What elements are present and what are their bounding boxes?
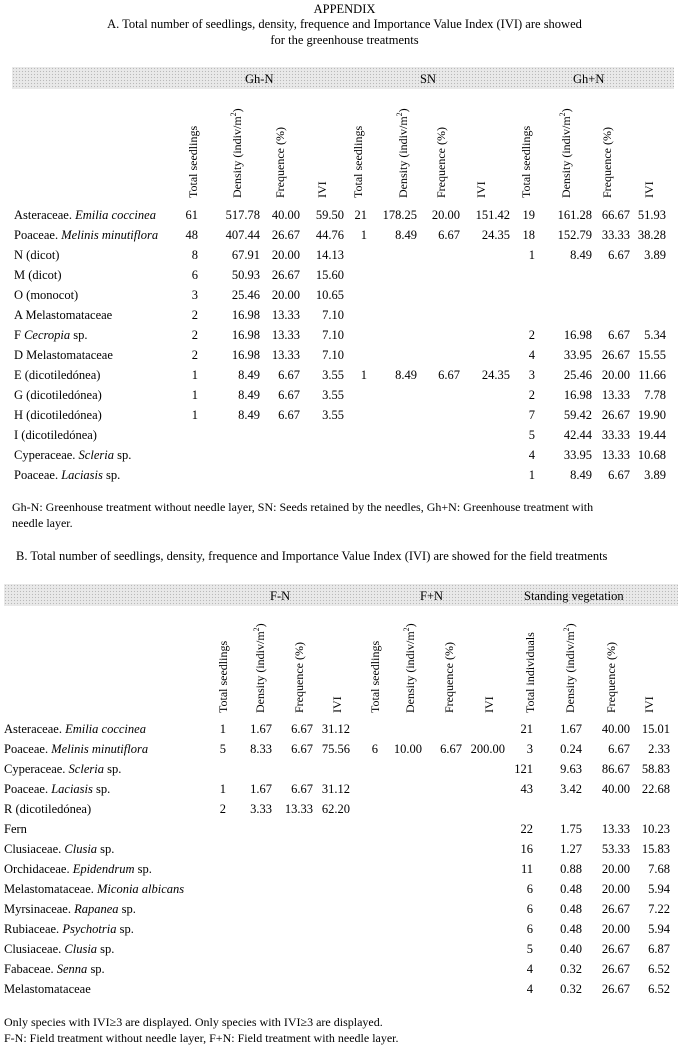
section-a-col-header: Frequence (%) bbox=[273, 127, 287, 198]
section-a-cell: 152.79 bbox=[557, 228, 592, 242]
section-a-cell: 178.25 bbox=[382, 208, 417, 222]
section-a-cell: 24.35 bbox=[481, 368, 510, 382]
species-suffix: sp. bbox=[96, 782, 111, 796]
section-a-cell: 6.67 bbox=[278, 408, 300, 422]
family-name: Melastomataceae bbox=[4, 982, 91, 996]
section-a-caption-line2: for the greenhouse treatments bbox=[270, 33, 419, 47]
section-a-cell: 18 bbox=[522, 228, 535, 242]
section-a-cell: 1 bbox=[528, 248, 535, 262]
section-b-cell: 11 bbox=[520, 862, 533, 876]
section-a-cell: 8.49 bbox=[395, 368, 417, 382]
section-a-cell: 20.00 bbox=[271, 288, 300, 302]
species-name: Clusia bbox=[64, 942, 98, 956]
section-b-cell: 0.48 bbox=[560, 902, 582, 916]
group-header-ghpn: Gh+N bbox=[573, 72, 605, 86]
section-b-cell: 3 bbox=[526, 742, 533, 756]
section-b-row-label bbox=[4, 902, 136, 917]
family-name: A Melastomataceae bbox=[14, 308, 113, 322]
section-b-footnote: Only species with IVI≥3 are displayed. Only species with IVI≥3 are displayed. bbox=[4, 1015, 383, 1029]
section-b-col-header: Density $(indiv/m^2)$ bbox=[562, 623, 577, 713]
section-a-cell: 2 bbox=[191, 328, 198, 342]
section-a-cell: 26.67 bbox=[271, 268, 300, 282]
section-a-cell: 161.28 bbox=[557, 208, 592, 222]
section-a-cell: 16.98 bbox=[231, 308, 260, 322]
section-a-cell: 50.93 bbox=[231, 268, 260, 282]
section-b-cell: 3.42 bbox=[560, 782, 582, 796]
section-a-cell: 16.98 bbox=[231, 348, 260, 362]
section-b-cell: 15.01 bbox=[641, 722, 670, 736]
section-a-cell: 40.00 bbox=[271, 208, 300, 222]
section-b-cell: 1 bbox=[219, 782, 226, 796]
section-b-cell: 86.67 bbox=[601, 762, 630, 776]
section-a-cell: 11.66 bbox=[638, 368, 666, 382]
section-a-cell: 26.67 bbox=[271, 228, 300, 242]
section-b-cell: 121 bbox=[514, 762, 533, 776]
section-b-cell: 6.87 bbox=[648, 942, 670, 956]
section-b-cell: 40.00 bbox=[601, 722, 630, 736]
section-a-row-label bbox=[14, 228, 158, 243]
family-name: R (dicotiledónea) bbox=[4, 802, 92, 816]
section-b-cell: 31.12 bbox=[321, 722, 350, 736]
section-a-cell: 3.55 bbox=[322, 408, 344, 422]
section-b-cell: 26.67 bbox=[601, 902, 630, 916]
section-b-cell: 5.94 bbox=[648, 922, 670, 936]
section-a-col-header: IVI bbox=[315, 181, 329, 198]
section-b-cell: 6 bbox=[371, 742, 378, 756]
section-b-col-header: IVI bbox=[642, 696, 656, 713]
section-b-cell: 26.67 bbox=[601, 962, 630, 976]
family-name: Fabaceae. bbox=[4, 962, 54, 976]
section-b-cell: 6 bbox=[526, 882, 533, 896]
section-b-col-header: IVI bbox=[330, 696, 344, 713]
section-a-col-header: Frequence (%) bbox=[600, 127, 614, 198]
section-b-cell: 16 bbox=[520, 842, 533, 856]
section-b-col-header: IVI bbox=[482, 696, 496, 713]
section-b-cell: 1.67 bbox=[250, 782, 272, 796]
section-b-cell: 1.27 bbox=[560, 842, 582, 856]
section-b-cell: 58.83 bbox=[641, 762, 670, 776]
section-a-cell: 8.49 bbox=[238, 408, 260, 422]
section-a-cell: 407.44 bbox=[225, 228, 260, 242]
species-suffix: sp. bbox=[117, 448, 132, 462]
section-a-cell: 6.67 bbox=[278, 388, 300, 402]
section-a-col-header: Density $(indiv/m^2)$ bbox=[229, 108, 244, 198]
section-b-cell: 8.33 bbox=[250, 742, 272, 756]
section-b-cell: 53.33 bbox=[601, 842, 630, 856]
section-b-col-header: Density $(indiv/m^2)$ bbox=[252, 623, 267, 713]
section-a-cell: 3 bbox=[191, 288, 198, 302]
section-a-cell: 16.98 bbox=[563, 328, 592, 342]
section-b-cell: 6 bbox=[526, 922, 533, 936]
family-name: Orchidaceae. bbox=[4, 862, 70, 876]
species-name: Scleria bbox=[78, 448, 114, 462]
section-a-cell: 151.42 bbox=[475, 208, 510, 222]
family-name: Asteraceae. bbox=[4, 722, 62, 736]
section-b-cell: 7.22 bbox=[648, 902, 670, 916]
section-a-cell: 26.67 bbox=[601, 408, 630, 422]
section-b-col-header: Frequence (%) bbox=[604, 642, 618, 713]
species-name: Rapanea bbox=[74, 902, 119, 916]
section-a-cell: 6.67 bbox=[438, 368, 460, 382]
section-a-cell: 6 bbox=[191, 268, 198, 282]
section-a-cell: 33.33 bbox=[601, 228, 630, 242]
section-a-cell: 13.33 bbox=[271, 308, 300, 322]
section-a-cell: 517.78 bbox=[225, 208, 260, 222]
section-b-cell: 0.32 bbox=[560, 962, 582, 976]
section-b-cell: 6.67 bbox=[608, 742, 630, 756]
section-b-row-label bbox=[4, 862, 152, 877]
section-a-col-header: Density $(indiv/m^2)$ bbox=[395, 108, 410, 198]
section-a-cell: 3 bbox=[528, 368, 535, 382]
section-b-col-header: Total seedlings bbox=[216, 640, 230, 713]
family-name: Poaceae. bbox=[4, 782, 49, 796]
section-a-cell: 4 bbox=[528, 348, 535, 362]
section-a-cell: 6.67 bbox=[608, 248, 630, 262]
section-a-cell: 19 bbox=[522, 208, 535, 222]
section-a-row-label bbox=[14, 408, 102, 423]
family-name: D Melastomataceae bbox=[14, 348, 113, 362]
section-a-row-label bbox=[14, 268, 62, 283]
section-b-cell: 9.63 bbox=[560, 762, 582, 776]
section-a-cell: 13.33 bbox=[601, 448, 630, 462]
family-name: Cyperaceae. bbox=[4, 762, 66, 776]
section-a-cell: 59.42 bbox=[563, 408, 592, 422]
section-a-cell: 13.33 bbox=[271, 348, 300, 362]
species-name: Psychotria bbox=[62, 922, 117, 936]
section-a-row-label bbox=[14, 248, 59, 263]
section-b-cell: 0.40 bbox=[560, 942, 582, 956]
section-a-cell: 4 bbox=[528, 448, 535, 462]
family-name: Fern bbox=[4, 822, 27, 836]
section-b-cell: 62.20 bbox=[321, 802, 350, 816]
section-b-cell: 6.67 bbox=[291, 722, 313, 736]
family-name: Melastomataceae. bbox=[4, 882, 94, 896]
section-b-cell: 0.24 bbox=[560, 742, 582, 756]
section-a-col-header: Total seedlings bbox=[519, 125, 533, 198]
section-a-row-label bbox=[14, 328, 88, 343]
section-b-cell: 10.00 bbox=[393, 742, 422, 756]
section-a-cell: 1 bbox=[360, 228, 367, 242]
section-a-cell: 5 bbox=[528, 428, 535, 442]
section-b-cell: 31.12 bbox=[321, 782, 350, 796]
family-name: Rubiaceae. bbox=[4, 922, 60, 936]
appendix-title: APPENDIX bbox=[313, 2, 376, 16]
section-b-cell: 200.00 bbox=[470, 742, 505, 756]
section-a-cell: 42.44 bbox=[563, 428, 592, 442]
section-a-cell: 51.93 bbox=[637, 208, 666, 222]
section-a-cell: 8.49 bbox=[570, 468, 592, 482]
family-name: Asteraceae. bbox=[14, 208, 72, 222]
section-a-cell: 13.33 bbox=[271, 328, 300, 342]
section-a-col-header: Frequence (%) bbox=[434, 127, 448, 198]
section-b-col-header: Total individuals bbox=[523, 632, 537, 713]
section-a-cell: 2 bbox=[191, 348, 198, 362]
section-b-cell: 15.83 bbox=[641, 842, 670, 856]
section-a-cell: 2 bbox=[528, 388, 535, 402]
section-b-cell: 1.67 bbox=[250, 722, 272, 736]
section-a-cell: 15.60 bbox=[315, 268, 344, 282]
species-suffix: sp. bbox=[106, 468, 121, 482]
section-b-cell: 22 bbox=[520, 822, 533, 836]
section-b-cell: 5 bbox=[526, 942, 533, 956]
species-suffix: sp. bbox=[137, 862, 152, 876]
section-a-cell: 33.95 bbox=[563, 448, 592, 462]
section-b-row-label bbox=[4, 882, 184, 897]
section-a-cell: 5.34 bbox=[644, 328, 666, 342]
section-b-cell: 4 bbox=[526, 982, 533, 996]
section-b-cell: 4 bbox=[526, 962, 533, 976]
section-b-cell: 0.32 bbox=[560, 982, 582, 996]
section-a-cell: 33.33 bbox=[601, 428, 630, 442]
species-name: Senna bbox=[56, 962, 88, 976]
section-b-cell: 0.48 bbox=[560, 922, 582, 936]
family-name: Poaceae. bbox=[4, 742, 49, 756]
family-name: F bbox=[14, 328, 21, 342]
section-a-cell: 7.10 bbox=[322, 348, 344, 362]
section-a-cell: 1 bbox=[191, 368, 198, 382]
section-a-caption: A. Total number of seedlings, density, frequence and Importance Value Index (IVI) are showed bbox=[107, 17, 582, 31]
section-b-col-header: Total seedlings bbox=[368, 640, 382, 713]
section-a-col-header: Density $(indiv/m^2)$ bbox=[558, 108, 573, 198]
section-b-cell: 0.88 bbox=[560, 862, 582, 876]
family-name: O (monocot) bbox=[14, 288, 79, 302]
section-b-cell: 20.00 bbox=[601, 922, 630, 936]
section-a-cell: 44.76 bbox=[315, 228, 344, 242]
section-b-cell: 7.68 bbox=[648, 862, 670, 876]
section-b-row-label bbox=[4, 922, 134, 937]
section-b-cell: 1 bbox=[219, 722, 226, 736]
section-b-footnote-2: F-N: Field treatment without needle layer, F+N: Field treatment with needle layer. bbox=[4, 1031, 399, 1045]
section-b-cell: 5.94 bbox=[648, 882, 670, 896]
section-b-cell: 6.52 bbox=[648, 982, 670, 996]
section-a-cell: 6.67 bbox=[608, 328, 630, 342]
section-a-cell: 20.00 bbox=[601, 368, 630, 382]
species-name: Emilia coccinea bbox=[75, 208, 156, 222]
section-a-cell: 61 bbox=[185, 208, 198, 222]
section-a-col-header: Total seedlings bbox=[351, 125, 365, 198]
section-a-cell: 24.35 bbox=[481, 228, 510, 242]
section-a-cell: 2 bbox=[528, 328, 535, 342]
section-a-cell: 33.95 bbox=[563, 348, 592, 362]
section-a-col-header: Total seedlings bbox=[186, 125, 200, 198]
section-a-cell: 10.65 bbox=[315, 288, 344, 302]
section-b-col-header: Frequence (%) bbox=[292, 642, 306, 713]
section-b-row-label bbox=[4, 782, 110, 797]
section-a-cell: 10.68 bbox=[637, 448, 666, 462]
section-a-cell: 8.49 bbox=[395, 228, 417, 242]
section-b-cell: 40.00 bbox=[601, 782, 630, 796]
section-a-cell: 25.46 bbox=[231, 288, 260, 302]
species-name: Miconia albicans bbox=[97, 882, 185, 896]
species-suffix: sp. bbox=[100, 842, 115, 856]
section-a-cell: 8.49 bbox=[238, 388, 260, 402]
species-suffix: sp. bbox=[100, 942, 115, 956]
species-name: Emilia coccinea bbox=[65, 722, 146, 736]
section-a-cell: 1 bbox=[360, 368, 367, 382]
section-b-cell: 22.68 bbox=[641, 782, 670, 796]
section-a-cell: 16.98 bbox=[563, 388, 592, 402]
family-name: Poaceae. bbox=[14, 468, 59, 482]
species-suffix: sp. bbox=[107, 762, 122, 776]
section-a-row-label bbox=[14, 388, 102, 403]
section-a-cell: 1 bbox=[191, 388, 198, 402]
section-b-row-label bbox=[4, 722, 146, 737]
section-a-cell: 7.78 bbox=[644, 388, 666, 402]
section-a-cell: 8.49 bbox=[238, 368, 260, 382]
section-a-cell: 6.67 bbox=[608, 468, 630, 482]
section-a-cell: 3.55 bbox=[322, 388, 344, 402]
section-a-cell: 3.55 bbox=[322, 368, 344, 382]
section-b-row-label bbox=[4, 942, 114, 957]
group-header-sn: SN bbox=[420, 72, 436, 86]
section-a-cell: 8 bbox=[191, 248, 198, 262]
species-name: Laciasis bbox=[51, 782, 93, 796]
section-b-cell: 6 bbox=[526, 902, 533, 916]
section-a-cell: 13.33 bbox=[601, 388, 630, 402]
section-b-row-label bbox=[4, 762, 121, 777]
section-b-row-label bbox=[4, 962, 105, 977]
section-b-cell: 6.67 bbox=[291, 782, 313, 796]
section-a-cell: 6.67 bbox=[438, 228, 460, 242]
section-a-cell: 25.46 bbox=[563, 368, 592, 382]
species-suffix: sp. bbox=[90, 962, 105, 976]
section-a-footnote-2: needle layer. bbox=[12, 516, 73, 530]
section-a-row-label bbox=[14, 448, 131, 463]
species-suffix: sp. bbox=[73, 328, 88, 342]
group-header-ghn: Gh-N bbox=[245, 72, 274, 86]
section-a-cell: 20.00 bbox=[271, 248, 300, 262]
section-a-cell: 8.49 bbox=[570, 248, 592, 262]
section-a-row-label bbox=[14, 428, 97, 443]
section-b-cell: 10.23 bbox=[641, 822, 670, 836]
section-b-row-label bbox=[4, 982, 91, 997]
section-a-row-label bbox=[14, 368, 100, 383]
section-a-cell: 1 bbox=[528, 468, 535, 482]
section-a-cell: 67.91 bbox=[231, 248, 260, 262]
section-b-cell: 43 bbox=[520, 782, 533, 796]
family-name: Cyperaceae. bbox=[14, 448, 76, 462]
section-a-row-label bbox=[14, 468, 120, 483]
species-name: Scleria bbox=[68, 762, 104, 776]
family-name: Clusiaceae. bbox=[4, 842, 62, 856]
family-name: N (dicot) bbox=[14, 248, 60, 262]
species-name: Clusia bbox=[64, 842, 98, 856]
species-name: Melinis minutiflora bbox=[61, 228, 159, 242]
section-a-cell: 19.44 bbox=[637, 428, 666, 442]
section-a-cell: 7.10 bbox=[322, 328, 344, 342]
section-a-cell: 3.89 bbox=[644, 248, 666, 262]
section-a-cell: 19.90 bbox=[637, 408, 666, 422]
section-a-cell: 20.00 bbox=[431, 208, 460, 222]
section-b-col-header: Frequence (%) bbox=[442, 642, 456, 713]
family-name: G (dicotiledónea) bbox=[14, 388, 102, 402]
section-a-row-label bbox=[14, 308, 112, 323]
section-a-cell: 7 bbox=[528, 408, 535, 422]
section-a-cell: 26.67 bbox=[601, 348, 630, 362]
section-a-cell: 21 bbox=[354, 208, 367, 222]
species-name: Epidendrum bbox=[72, 862, 135, 876]
section-b-caption: B. Total number of seedlings, density, frequence and Importance Value Index (IVI) are showed for the field treatments bbox=[16, 549, 608, 563]
section-b-cell: 20.00 bbox=[601, 882, 630, 896]
section-b-cell: 3.33 bbox=[250, 802, 272, 816]
section-a-col-header: IVI bbox=[474, 181, 488, 198]
section-a-cell: 59.50 bbox=[315, 208, 344, 222]
family-name: I (dicotiledónea) bbox=[14, 428, 97, 442]
section-b-cell: 75.56 bbox=[321, 742, 350, 756]
section-a-cell: 2 bbox=[191, 308, 198, 322]
section-b-cell: 1.67 bbox=[560, 722, 582, 736]
section-b-cell: 26.67 bbox=[601, 942, 630, 956]
section-a-col-header: IVI bbox=[642, 181, 656, 198]
section-a-row-label bbox=[14, 348, 113, 363]
section-b-cell: 21 bbox=[520, 722, 533, 736]
section-b-row-label bbox=[4, 822, 27, 837]
section-b-cell: 2 bbox=[219, 802, 226, 816]
family-name: M (dicot) bbox=[14, 268, 62, 282]
group-header-fn: F-N bbox=[270, 589, 291, 603]
section-b-row-label bbox=[4, 742, 148, 757]
section-b-cell: 1.75 bbox=[560, 822, 582, 836]
section-a-cell: 16.98 bbox=[231, 328, 260, 342]
family-name: Poaceae. bbox=[14, 228, 59, 242]
section-a-cell: 66.67 bbox=[601, 208, 630, 222]
section-b-row-label bbox=[4, 842, 114, 857]
section-a-footnote: Gh-N: Greenhouse treatment without needle layer, SN: Seeds retained by the needles, Gh+N: Greenhouse treatment with bbox=[12, 500, 594, 514]
section-a-cell: 3.89 bbox=[644, 468, 666, 482]
section-a-row-label bbox=[14, 208, 156, 223]
section-b-cell: 6.67 bbox=[440, 742, 462, 756]
section-a-row-label bbox=[14, 288, 78, 303]
group-header-fpn: F+N bbox=[420, 589, 444, 603]
section-b-cell: 26.67 bbox=[601, 982, 630, 996]
section-b-cell: 5 bbox=[219, 742, 226, 756]
group-header-standing-vegetation: Standing vegetation bbox=[524, 589, 624, 603]
species-name: Laciasis bbox=[61, 468, 103, 482]
section-b-cell: 20.00 bbox=[601, 862, 630, 876]
section-b-col-header: Density $(indiv/m^2)$ bbox=[402, 623, 417, 713]
species-name: Cecropia bbox=[24, 328, 71, 342]
section-a-cell: 48 bbox=[185, 228, 198, 242]
section-a-cell: 1 bbox=[191, 408, 198, 422]
section-b-cell: 0.48 bbox=[560, 882, 582, 896]
species-suffix: sp. bbox=[121, 902, 136, 916]
family-name: E (dicotiledónea) bbox=[14, 368, 101, 382]
section-b-cell: 13.33 bbox=[601, 822, 630, 836]
family-name: Clusiaceae. bbox=[4, 942, 62, 956]
section-b-cell: 6.67 bbox=[291, 742, 313, 756]
section-a-cell: 15.55 bbox=[637, 348, 666, 362]
section-b-cell: 13.33 bbox=[284, 802, 313, 816]
species-name: Melinis minutiflora bbox=[51, 742, 149, 756]
family-name: Myrsinaceae. bbox=[4, 902, 71, 916]
family-name: H (dicotiledónea) bbox=[14, 408, 102, 422]
section-b-cell: 6.52 bbox=[648, 962, 670, 976]
section-a-cell: 38.28 bbox=[637, 228, 666, 242]
section-a-cell: 14.13 bbox=[315, 248, 344, 262]
section-b-row-label bbox=[4, 802, 91, 817]
species-suffix: sp. bbox=[119, 922, 134, 936]
section-b-cell: 2.33 bbox=[648, 742, 670, 756]
section-a-cell: 6.67 bbox=[278, 368, 300, 382]
section-a-cell: 7.10 bbox=[322, 308, 344, 322]
